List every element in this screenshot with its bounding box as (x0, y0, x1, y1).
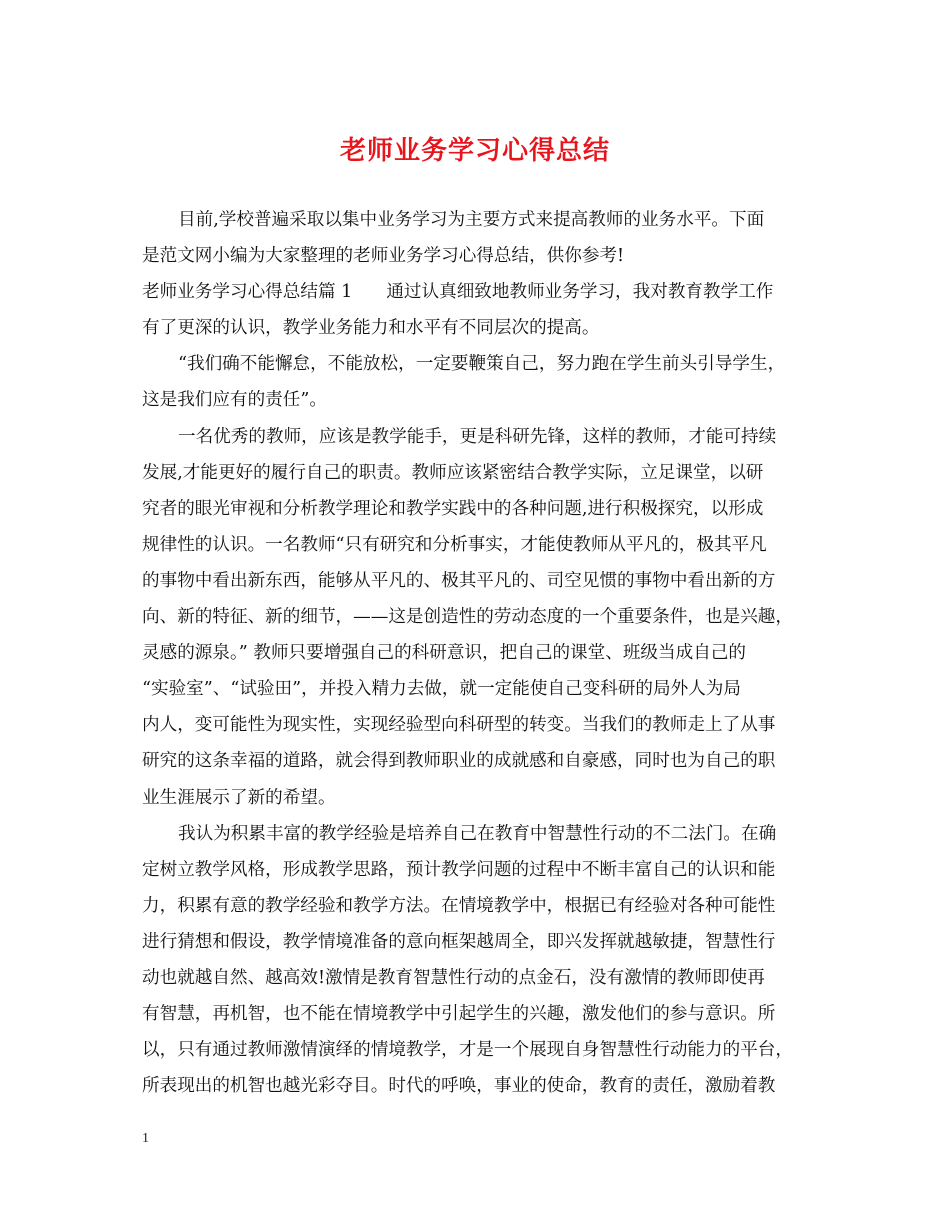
text-line: 是范文网小编为大家整理的老师业务学习心得总结，供你参考! (142, 246, 625, 267)
text-line: 所表现出的机智也越光彩夺目。时代的呼唤，事业的使命，教育的责任，激励着教 (142, 1076, 776, 1097)
text-line: 内人，变可能性为现实性，实现经验型向科研型的转变。当我们的教师走上了从事 (142, 715, 776, 736)
text-line: 向、新的特征、新的细节，——这是创造性的劳动态度的一个重要条件，也是兴趣， (142, 607, 793, 628)
text-line: “我们确不能懈怠，不能放松，一定要鞭策自己，努力跑在学生前头引导学生， (178, 354, 786, 375)
page-number: 1 (142, 1131, 149, 1146)
text-line: 进行猜想和假设，教学情境准备的意向框架越周全，即兴发挥就越敏捷，智慧性行 (142, 931, 776, 952)
text-line: 以，只有通过教师激情演绎的情境教学，才是一个展现自身智慧性行动能力的平台， (142, 1040, 793, 1061)
text-line: 通过认真细致地教师业务学习，我对教育教学工作 (386, 282, 774, 303)
text-line: 我认为积累丰富的教学经验是培养自己在教育中智慧性行动的不二法门。在确 (178, 823, 777, 844)
text-line: 动也就越自然、越高效!激情是教育智慧性行动的点金石，没有激情的教师即使再 (142, 967, 765, 988)
document-body (142, 202, 812, 1104)
text-line: 究者的眼光审视和分析教学理论和教学实践中的各种问题,进行积极探究，以形成 (142, 498, 764, 519)
text-line: 目前,学校普遍采取以集中业务学习为主要方式来提高教师的业务水平。下面 (178, 210, 765, 230)
text-line: 一名优秀的教师，应该是教学能手，更是科研先锋，这样的教师，才能可持续 (178, 426, 777, 447)
text-line: 有智慧，再机智，也不能在情境教学中引起学生的兴趣，激发他们的参与意识。所 (142, 1004, 776, 1025)
text-line: 发展,才能更好的履行自己的职责。教师应该紧密结合教学实际，立足课堂，以研 (142, 462, 764, 483)
text-line: “实验室”、“试验田”，并投入精力去做，就一定能使自己变科研的局外人为局 (142, 679, 741, 700)
section-heading: 老师业务学习心得总结篇 1 (142, 282, 353, 303)
text-line: 的事物中看出新东西，能够从平凡的、极其平凡的、司空见惯的事物中看出新的方 (142, 570, 776, 591)
text-line: 灵感的源泉。” 教师只要增强自己的科研意识，把自己的课堂、班级当成自己的 (142, 643, 746, 664)
text-line: 这是我们应有的责任”。 (142, 390, 327, 411)
text-line: 定树立教学风格，形成教学思路，预计教学问题的过程中不断丰富自己的认识和能 (142, 859, 776, 880)
section-heading-line (142, 274, 812, 310)
document-title: 老师业务学习心得总结 (339, 136, 610, 166)
text-line: 规律性的认识。一名教师“只有研究和分析事实，才能使教师从平凡的，极其平凡 (142, 534, 767, 555)
text-line: 业生涯展示了新的希望。 (142, 787, 336, 808)
text-line: 有了更深的认识，教学业务能力和水平有不同层次的提高。 (142, 318, 600, 339)
text-line: 研究的这条幸福的道路，就会得到教师职业的成就感和自豪感，同时也为自己的职 (142, 751, 776, 772)
text-line: 力，积累有意的教学经验和教学方法。在情境教学中，根据已有经验对各种可能性 (142, 895, 776, 916)
